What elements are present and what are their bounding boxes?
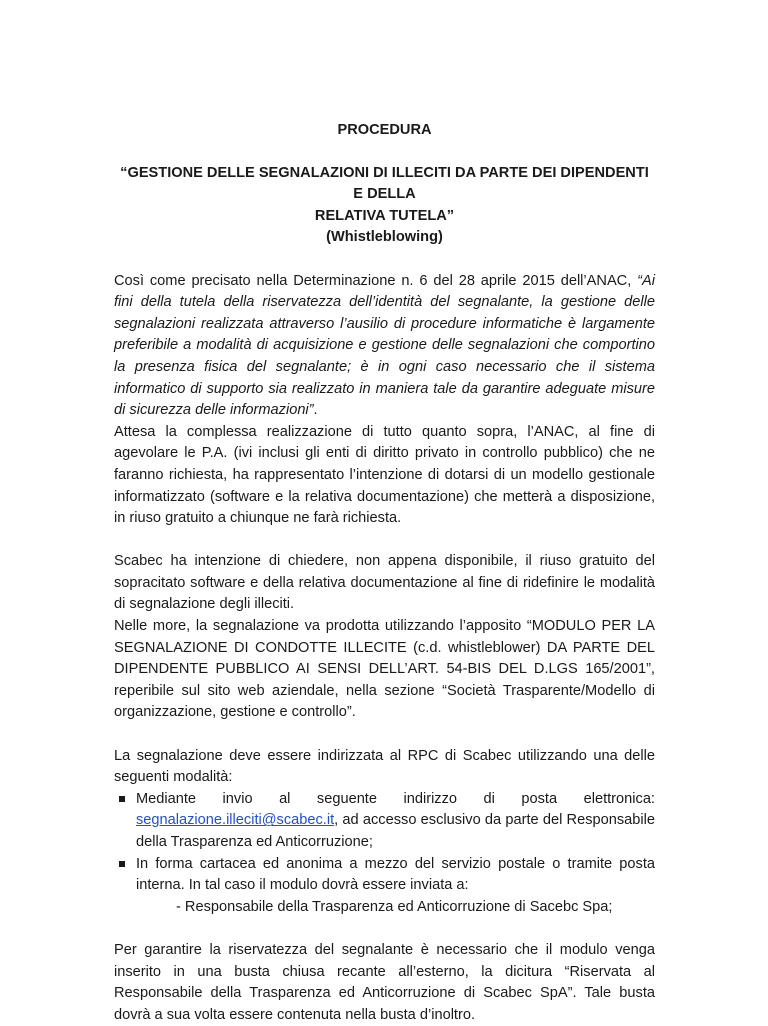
bullet-square-icon <box>119 796 125 802</box>
paragraph-reporting-methods: La segnalazione deve essere indirizzata al RPC di Scabec utilizzando una delle seguenti modalità: <box>114 747 655 786</box>
paragraph-confidentiality: Per garantire la riservatezza del segnalante è necessario che il modulo venga inserito in una busta chiusa recante all’esterno, la dicitura “Riservata al Responsabile della Trasparenza ed Anticorruzione di Scabec SpA”. Tale busta dovrà a sua volta essere contenuta nella busta d’inoltro. <box>114 941 655 1023</box>
document-subtitle: (Whistleblowing) <box>326 229 443 246</box>
email-method-text: Mediante invio al seguente indirizzo di posta elettronica: <box>136 790 655 807</box>
paragraph-module-instructions: Nelle more, la segnalazione va prodotta utilizzando l’apposito “MODULO PER LA SEGNALAZIONE DI CONDOTTE ILLECITE (c.d. whistleblower) DA PARTE DEL DIPENDENTE PUBBLICO AI SENSI DELL’ART. 54-BIS DEL D.LGS 165/2001”, reperibile sul sito web aziendale, nella sezione “Società Trasparente/Modello di organizzazione, gestione e controllo”. <box>114 618 655 721</box>
title-line-2: RELATIVA TUTELA” <box>314 207 455 224</box>
paper-method-recipient: - Responsabile della Trasparenza ed Anticorruzione di Sacebc Spa; <box>176 898 613 915</box>
list-item-email <box>114 789 655 854</box>
document-body <box>114 120 655 1026</box>
paragraph-anac-determination <box>114 271 655 422</box>
paper-method-text: In forma cartacea ed anonima a mezzo del servizio postale o tramite posta interna. In tal caso il modulo dovrà essere inviata a: <box>136 855 655 894</box>
anac-quote: “Ai fini della tutela della riservatezza dell’identità del segnalante, la gestione delle segnalazioni realizzata attraverso l’ausilio di procedure informatiche è largamente preferibile a modalità di acquisizione e gestione delle segnalazioni che comportino la presenza fisica del segnalante; è in ogni caso necessario che il sistema informatico di supporto sia realizzato in maniera tale da garantire adeguate misure di sicurezza delle informazioni” <box>114 272 655 419</box>
paragraph-intro: Così come precisato nella Determinazione n. 6 del 28 aprile 2015 dell’ANAC, <box>114 272 638 289</box>
paragraph-anac-software: Attesa la complessa realizzazione di tutto quanto sopra, l’ANAC, al fine di agevolare le P.A. (ivi inclusi gli enti di diritto privato in controllo pubblico) che ne faranno richiesta, ha rappresentato l’intenzione di dotarsi di un modello gestionale informatizzato (software e la relativa documentazione) che metterà a disposizione, in riuso gratuito a chiunque ne farà richiesta. <box>114 423 655 527</box>
email-method-suffix: , ad accesso esclusivo da parte del Responsabile della Trasparenza ed Anticorruzione; <box>136 812 655 850</box>
reporting-methods-list <box>114 789 655 919</box>
paragraph-scabec-intent: Scabec ha intenzione di chiedere, non appena disponibile, il riuso gratuito del sopracitato software e della relativa documentazione al fine di ridefinire le modalità di segnalazione degli illeciti. <box>114 553 655 613</box>
list-item-paper <box>114 854 655 919</box>
email-link[interactable]: segnalazione.illeciti@scabec.it <box>136 812 335 829</box>
procedure-label: PROCEDURA <box>337 122 432 138</box>
paragraph-end: . <box>313 402 318 419</box>
bullet-square-icon <box>119 861 125 867</box>
document-title <box>114 163 655 249</box>
title-line-1: “GESTIONE DELLE SEGNALAZIONI DI ILLECITI DA PARTE DEI DIPENDENTI E DELLA <box>120 164 649 203</box>
